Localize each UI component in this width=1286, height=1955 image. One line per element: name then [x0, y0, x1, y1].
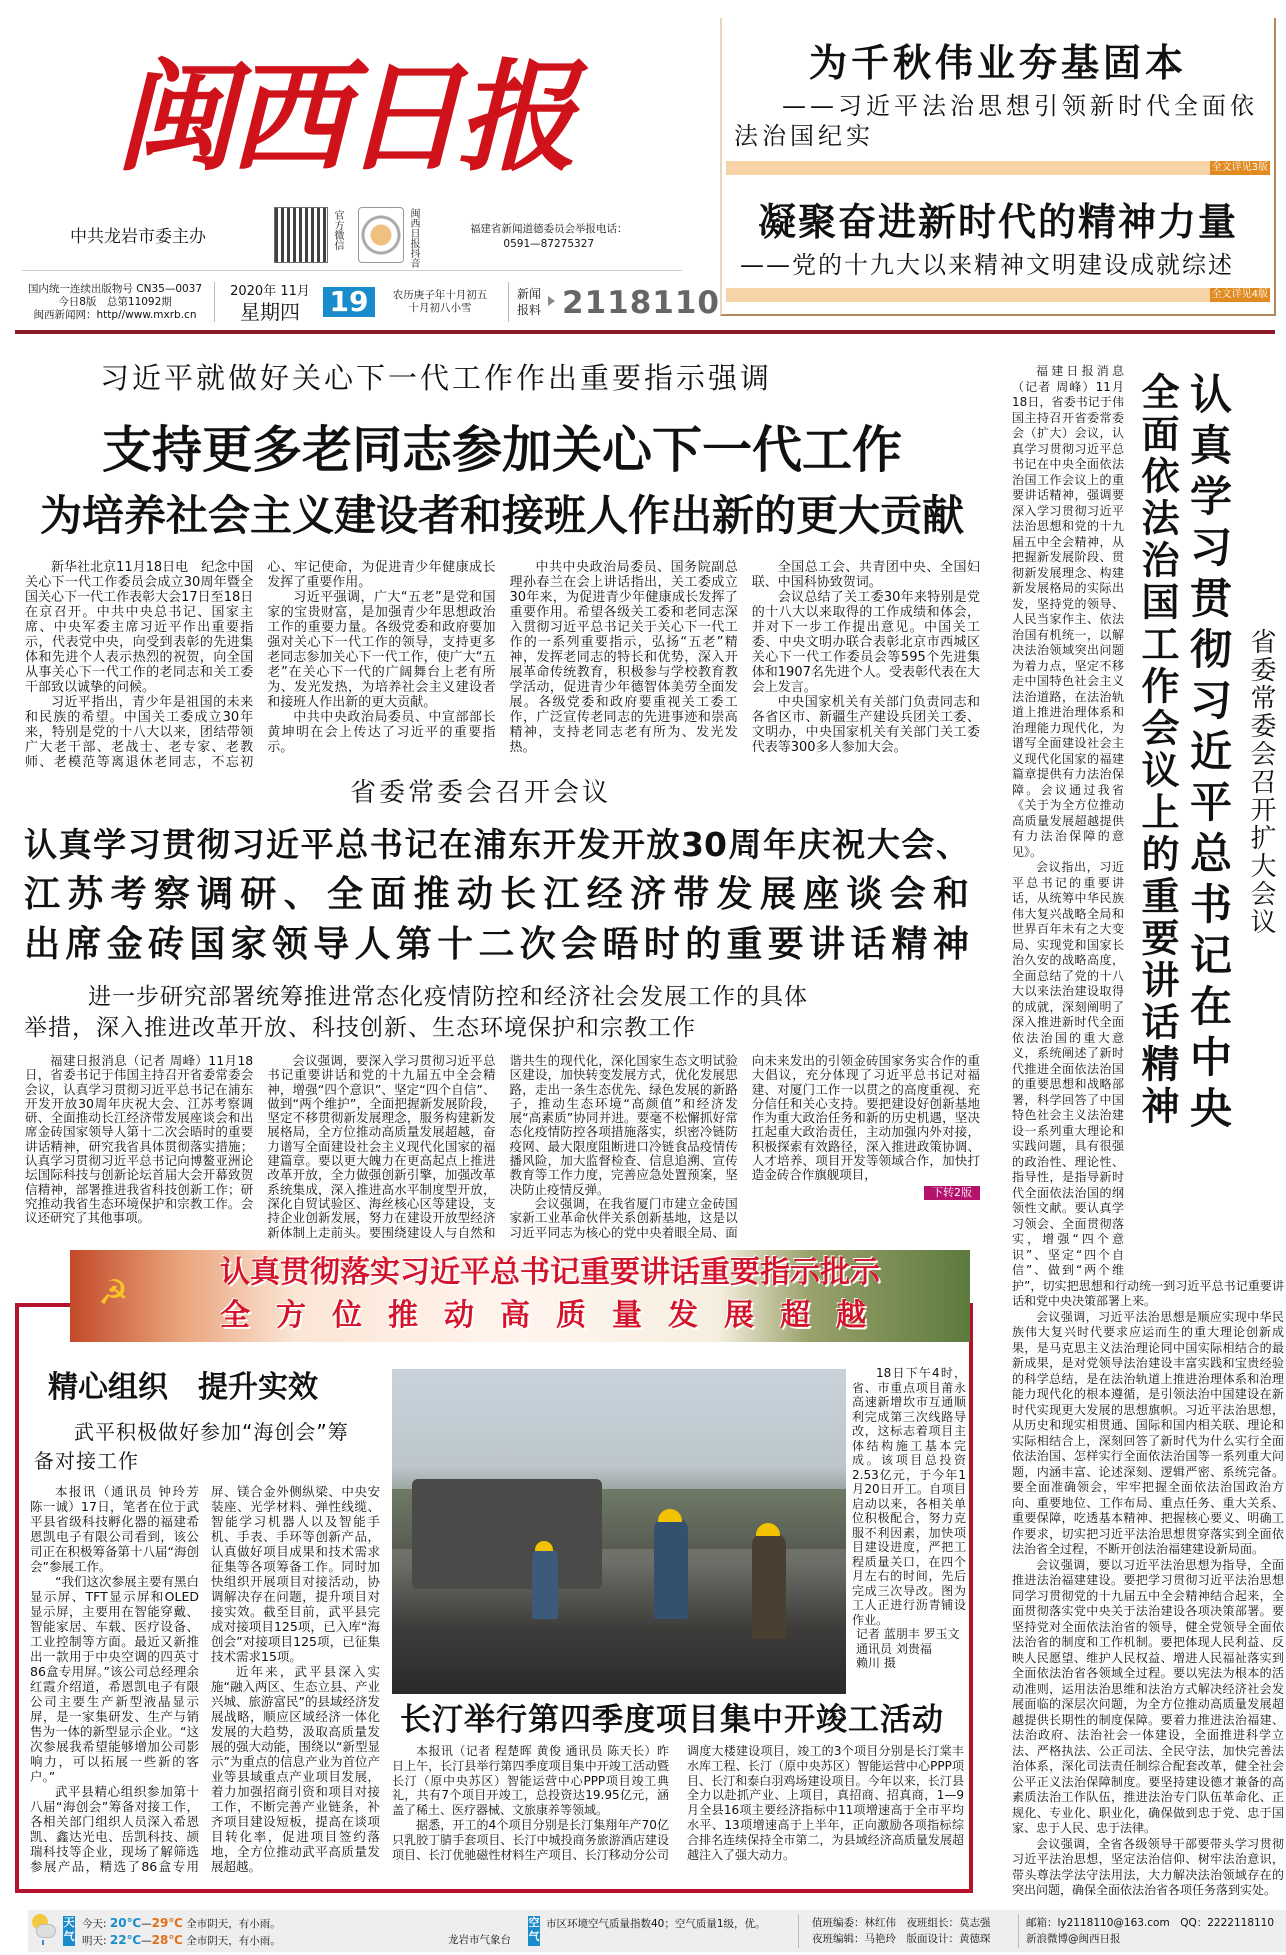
- contact: [1026, 1915, 1274, 1947]
- day-number: 19: [323, 287, 375, 317]
- headline-line: 出席金砖国家领导人第十二次会晤时的重要讲话精神: [24, 924, 969, 965]
- arrow-icon: [548, 296, 555, 306]
- feature-ref-bar: [726, 161, 1270, 175]
- wuping-subheadline: 武平积极做好参加“海创会”筹备对接工作: [34, 1420, 349, 1473]
- tomorrow-high: 28℃: [151, 1933, 183, 1947]
- lead-headline-2[interactable]: 为培养社会主义建设者和接班人作出新的更大贡献: [39, 491, 964, 540]
- page-count: 今日8版 总第11092期: [58, 296, 172, 308]
- lead-headline-1[interactable]: 支持更多老同志参加关心下一代工作: [102, 421, 902, 479]
- photo-caption: [852, 1366, 966, 1671]
- email-link[interactable]: 邮箱：ly2118110@163.com: [1026, 1917, 1170, 1929]
- divider: [508, 282, 509, 322]
- changting-headline[interactable]: 长汀举行第四季度项目集中开竣工活动: [400, 1702, 944, 1738]
- photo-credit: 记者 蓝朋丰 罗玉文: [856, 1627, 960, 1641]
- paragraph: 中央国家机关有关部门负责同志和各省区市、新疆生产建设兵团关工委、文明办，中央国家机关有关部门关工委代表等300多人参加大会。: [751, 695, 980, 755]
- feature-subtitle-2: ——党的十九大以来精神文明建设成就综述: [740, 251, 1234, 279]
- feature-ref-1[interactable]: 全文详见3版: [1211, 162, 1268, 173]
- weather-tag: 天气: [63, 1916, 75, 1946]
- feature-subtitle-1: ——习近平法治思想引领新时代全面依法治国纪实: [734, 92, 1258, 150]
- paragraph: 会议总结了关工委30年来特别是党的十八大以来取得的工作成绩和体会，并对下一步工作提出意见。中国关工委、中央文明办联合表彰北京市西城区关心下一代工作委员会等595个先进集体和1907名先进个人。受表彰代表在大会上发言。: [751, 590, 980, 695]
- today-low: 20℃: [109, 1916, 142, 1930]
- divider: [22, 270, 682, 271]
- feature-title-2[interactable]: 凝聚奋进新时代的精神力量: [757, 200, 1238, 244]
- solar-term: 十月初八小雪: [408, 302, 472, 314]
- today-label: 今天:: [82, 1918, 107, 1930]
- second-subtitle: [24, 982, 969, 1044]
- paragraph: 中共中央政治局委员、中宣部部长黄坤明在会上传达了习近平的重要指示。: [267, 710, 496, 755]
- paragraph: 会议强调，习近平法治思想是顺应实现中华民族伟大复兴时代要求应运而生的重大理论创新成果，是马克思主义法治理论同中国实际相结合的最新成果，是对党领导法治建设丰富实践和宝贵经验的科学总结，是在法治轨道上推进治理体系和治理能力现代化的根本遵循，是引领法治中国建设在新时代实现更大发展的思想旗帜。习近平法治思想，从历史和现实相贯通、国际和国内相关联、理论和实际相结合上，深刻回答了新时代为什么实行全面依法治国、怎样实行全面依法治国等一系列重大问题，内涵丰富、论述深刻、逻辑严密、系统完备。要全面准确领会，牢牢把握全面依法治国政治方向、重要地位、工作布局、重点任务、重大关系、重要保障，吃透基本精神、把握核心要义、明确工作要求，切实把习近平法治思想贯穿落实到全面依法治省全过程，不断开创法治福建建设新局面。: [1012, 1309, 1284, 1556]
- lead-kicker: 习近平就做好关心下一代工作作出重要指示强调: [100, 361, 773, 395]
- tomorrow-low: 22℃: [109, 1933, 142, 1947]
- second-kicker: 省委常委会召开会议: [350, 778, 612, 808]
- editor: 版面设计：黄德琛: [906, 1933, 991, 1945]
- paragraph: 习近平强调，广大“五老”是党和国家的宝贵财富，是加强青少年思想政治工作的重要力量。各级党委和政府要加强对关心下一代工作的领导，支持更多老同志参加关心下一代工作，使广大“五老”在关心下一代的广阔舞台上老有所为、发光发热，为培养社会主义建设者和接班人作出新的更大贡献。: [267, 590, 496, 710]
- air-quality: 市区环境空气质量指数40；空气质量1级，优。: [546, 1918, 766, 1930]
- website-link[interactable]: 闽西新闻网：http//www.mxrb.cn: [33, 309, 197, 321]
- headline-line: 认真学习贯彻习近平总书记在浦东开发开放30周年庆祝大会、: [24, 825, 969, 864]
- paragraph: 会议强调，全省各级领导干部要带头学习贯彻习近平法治思想，坚定法治信仰、树牢法治意识，带头尊法学法守法用法，大力解决法治领域存在的突出问题，确保全面依法治省各项任务落到实处。: [1012, 1836, 1284, 1897]
- feature-title-1[interactable]: 为千秋伟业夯基固本: [808, 41, 1187, 85]
- worker: [654, 1519, 688, 1619]
- footer-bar: [28, 1910, 1286, 1952]
- caption-text: 18日下午4时，省、市重点项目莆永高速新增坎市互通顺利完成第三次线路导改，这标志着项目主体结构施工基本完成。该项目总投资2.53亿元，于今年1月20日开工。自项目启动以来，各相关单位积极配合，努力克服不利因素，加快项目建设进度，严把工程质量关口，在四个月左右的时间，先后完成三次导改。图为工人正进行沥青铺设作业。: [852, 1366, 966, 1627]
- paragraph: 会议强调，要深入学习贯彻习近平总书记重要讲话和党的十九届五中全会精神，增强“四个意识”、坚定“四个自信”、做到“两个维护”，全面把握新发展阶段，坚定不移贯彻新发展理念，服务构建新发展格局，全方位推动高质量发展超越，奋力谱写全面建设社会主义现代化国家的福建篇章。要以更大魄力在更高起点上推进改革开放，全力做强创新引擎，加强改革系统集成，深入推进高水平制度型开放，深化自贸试验区、海丝核心区等建设，支持企业创新发展，努力在建设开放型经济新体制上走前头。要围绕建设人与自然和谐共生的现代化，深化国家生态文明试验区建设，加快转变发展方式，优化发展思路，走出一条生态优先、绿色发展的新路子，推动生态环境“高颜值”和经济发展“高素质”协同并进。要毫不松懈抓好常态化疫情防控各项措施落实，织密冷链防疫网、最大限度阻断进口冷链食品疫情传播风险，加大监督检查、信息追溯、宣传教育等工作力度，完善应急处置预案，坚决防止疫情反弹。: [267, 1053, 738, 1240]
- photo-credit: 赖川 摄: [856, 1656, 896, 1670]
- paragraph: 福建日报消息（记者 周峰）11月18日，省委书记于伟国主持召开省委常委会（扩大）会议，认真学习贯彻习近平总书记在中央全面依法治国工作会议上的重要讲话精神，强调要深入学习贯彻习近平法治思想和党的十九届五中全会精神，从把握新发展阶段、贯彻新发展理念、构建新发展格局的实际出发，坚持党的领导、人民当家作主、依法治国有机统一，以解决法治领域突出问题为着力点，坚定不移走中国特色社会主义法治道路，在法治轨道上推进治理体系和治理能力现代化，为谱写全面建设社会主义现代化国家的福建篇章提供有力法治保障。会议通过我省《关于为全方位推动高质量发展超越提供有力法治保障的意见》。: [1012, 364, 1124, 859]
- right-headline-col1[interactable]: 认真学习贯彻习近平总书记在中央: [1184, 372, 1233, 1137]
- paragraph: 本报讯（通讯员 钟玲芳 陈一诚）17日，笔者在位于武平县省级科技孵化器的福建希恩凯电子有限公司看到，该公司正在积极筹备第十八届“海创会”参展工作。: [30, 1484, 199, 1574]
- right-headline-col2[interactable]: 全面依法治国工作会议上的重要讲话精神: [1135, 372, 1179, 1128]
- editor: 夜班编辑：马艳玲: [812, 1933, 896, 1945]
- paragraph: “我们这次参展主要有黑白显示屏、TFT显示屏和OLED显示屏，主要用在智能穿戴、智能家居、车载、医疗设备、工业控制等方面。最近又新推出一款用于中央空调的四英寸86盒专用屏。”该公司总经理余红霞介绍道，希恩凯电子有限公司主要生产新型液晶显示屏，是一家集研发、生产与销售为一体的新型显示企业。“这次参展我希望能够增加公司影响力，可以拓展一些新的客户。”: [30, 1574, 199, 1784]
- continued-wrap: [752, 1185, 980, 1200]
- right-subtitle: 省委常委会召开扩大会议: [1246, 628, 1276, 936]
- weather-forecast: 今天: 20℃—29℃ 全市阴天，有小雨。 明天: 22℃—28℃ 全市阴天，有小雨。: [82, 1916, 281, 1947]
- today-high: 29℃: [151, 1916, 183, 1930]
- hotline-label: 福建省新闻道德委员会举报电话：: [470, 223, 628, 235]
- editors: [812, 1915, 991, 1947]
- news-tip-label: 新闻报料: [516, 287, 541, 317]
- paragraph: 武平县精心组织参加第十八届“海创会”筹备对接工作，各相关部门组织人员深入希恩凯、鑫达光电、岳凯科技、颉瑞科技等企业，现场了解筛选参展产品，精选了86盒专用屏、镁合金外侧纵梁、中央安装座、光学材料、弹性线缆、智能学习机器人以及智能手机、手表、手环等创新产品，认真做好项目成果和技术需求征集等各项筹备工作。同时加快组织开展项目对接活动，协调解决存在问题，提升项目对接实效。截至目前，武平县完成对接项目125项，已入库“海创会”对接项目125项，已征集技术需求15项。: [30, 1484, 380, 1874]
- second-body: [25, 1054, 980, 1240]
- qq: QQ：2222118110: [1180, 1917, 1275, 1929]
- worker: [532, 1549, 558, 1619]
- news-tip-number: 2118110: [562, 285, 720, 321]
- banner-line-1: 认真贯彻落实习近平总书记重要讲话重要指示批示: [220, 1255, 880, 1290]
- douyin-qr-code[interactable]: [358, 207, 404, 263]
- paragraph: 据悉，开工的4个项目分别是长汀集翔年产70亿只乳胶丁腈手套项目、长汀中城投商务旅游酒店建设项目、长汀优驰磁性材料生产项目、长汀移动分公司调度大楼建设项目，竣工的3个项目分别是长汀棠丰水库工程、长汀（原中央苏区）智能运营中心PPP项目、长汀和泰白羽鸡场建设项目。今年以来，长汀县全力以赴抓产业、上项目，真招商、招真商，1—9月全县16项主要经济指标中11项增速高于全市平均水平、13项增速高于上半年，正向激励各项指标综合排名连续保持全市第二，为县域经济高质量发展超越注入了强大动力。: [392, 1744, 964, 1862]
- tomorrow-desc: 全市阴天，有小雨。: [186, 1935, 281, 1947]
- special-section-banner: [70, 1250, 970, 1342]
- divider: [798, 1914, 799, 1948]
- today-desc: 全市阴天，有小雨。: [186, 1918, 281, 1930]
- paragraph: 全国总工会、共青团中央、全国妇联、中国科协致贺词。: [751, 560, 980, 590]
- sponsor: 中共龙岩市委主办: [70, 227, 206, 247]
- feature-ref-2[interactable]: 全文详见4版: [1211, 289, 1268, 300]
- continued-link[interactable]: 下转2版: [924, 1186, 980, 1200]
- paragraph: 福建日报消息（记者 周峰）11月18日，省委书记于伟国主持召开省委常委会会议，认真学习贯彻习近平总书记在浦东开发开放30周年庆祝大会、江苏考察调研、全面推动长江经济带发展座谈会和出席金砖国家领导人第十二次会晤时的重要讲话精神，研究我省具体贯彻落实措施；认真学习贯彻习近平总书记向博鳌亚洲论坛国际科技与创新论坛首届大会开幕致贺信精神，部署推进我省科技创新工作；研究推动我省生态环境保护和宗教工作。会议还研究了其他事项。: [25, 1053, 254, 1226]
- weibo-link[interactable]: 新浪微博@闽西日报: [1026, 1933, 1121, 1945]
- paragraph: 本报讯（记者 程楚晖 黄俊 通讯员 陈天长）昨日上午，长汀县举行第四季度项目集中开竣工活动暨长汀（原中央苏区）智能运营中心PPP项目竣工典礼，共有7个项目开竣工，总投资达19.95亿元，涵盖了稀土、医疗器械、文旅康养等领域。: [392, 1744, 669, 1818]
- paragraph: 中共中央政治局委员、国务院副总理孙春兰在会上讲话指出，关工委成立30年来，为促进青少年健康成长发挥了重要作用。希望各级关工委和老同志深入贯彻习近平总书记关于关心下一代工作的一系列重要指示，弘扬“五老”精神，发挥老同志的特长和优势，深入开展革命传统教育，积极参与学校教育教学活动，促进青少年德智体美劳全面发展。各级党委和政府要重视关工委工作，广泛宣传老同志的先进事迹和崇高精神，支持老同志老有所为、发光发热。: [509, 560, 738, 755]
- paving-machine: [412, 1479, 602, 1589]
- banner-line-2: 全方位推动高质量发展超越: [220, 1298, 892, 1333]
- issn: 国内统一连续出版物号 CN35—0037: [27, 283, 203, 295]
- top-feature-box: [720, 18, 1276, 316]
- editor: 值班编委：林红伟: [812, 1917, 896, 1929]
- qr1-label: 官方微信: [332, 210, 343, 250]
- date: [222, 283, 318, 323]
- worker: [752, 1534, 786, 1639]
- second-headline[interactable]: [24, 820, 969, 970]
- ethics-hotline: [470, 222, 628, 252]
- weather-cloud-rain-icon: [30, 1914, 56, 1946]
- subtitle-line: 进一步研究部署统筹推进常态化疫情防控和经济社会发展工作的具体: [88, 984, 808, 1010]
- paragraph: 近年来，武平县深入实施“融入两区、生态立县、产业兴城、旅游富民”的县域经济发展战略，顺应区域经济一体化发展的大趋势，汲取高质量发展的强大动能，围绕以“新型显示”为重点的信息产业为首位产业等县域重点产业项目发展，着力加强招商引资和项目对接工作，不断完善产业链条，补齐项目建设短板，提高在谈项目转化率，促进项目签约落地，全方位推动武平高质量发展超越。: [211, 1664, 380, 1874]
- paragraph-part: “四个自信”、做到“两个维护”，切实把思想和行动统一到习近平总书记重要讲话和党中央决策部署上来。: [1012, 1247, 1284, 1308]
- paragraph: 新华社北京11月18日电 纪念中国关心下一代工作委员会成立30周年暨全国关心下一代工作表彰大会17日至18日在京召开。中共中央总书记、国家主席、中央军委主席习近平作出重要指示，代表党中央，向受到表彰的先进集体和先进个人表示热烈的祝贺，向全国从事关心下一代工作的老同志和关工委干部致以诚挚的问候。: [25, 560, 254, 695]
- paragraph-part: 会议指出，习近平总书记的重要讲话，从统筹中华民族伟大复兴战略全局和世界百年未有之大变局、实现党和国家长治久安的战略高度，全面总结了党的十八大以来法治建设取得的成就，深刻阐明了深入推进新时代全面依法治国的重大意义，系统阐述了新时代推进全面依法治国的重要思想和战略部署，科学回答了中国特色社会主义法治建设一系列重大理论和实践问题，具有很强的政治性、理论性、指导性，是指导新时代全面依法治国的纲领性文献。要认真学习领会、全面贯彻落实，增强“四个意识”、坚定: [1012, 860, 1124, 1262]
- newspaper-logo: 闽西日报: [115, 47, 571, 188]
- lunar: 农历庚子年十月初五: [392, 289, 488, 301]
- changting-body: [392, 1744, 964, 1862]
- road-construction-photo: [392, 1369, 846, 1694]
- hotline-number: 0591—87275327: [503, 238, 595, 250]
- lead-body: [25, 560, 980, 770]
- paragraph: 习近平指出，青少年是祖国的未来和民族的希望。中国关工委成立30年来，特别是党的十八大以来，团结带领广大老干部、老战士、老专家、老教师、老模范等离退休老同志，不忘初心、牢记使命，为促进青少年健康成长发挥了重要作用。: [25, 560, 496, 770]
- party-emblem-icon: ☭: [98, 1273, 129, 1313]
- weekday: 星期四: [240, 300, 300, 324]
- weather-source: 龙岩市气象台: [448, 1934, 511, 1946]
- photo-credit: 通讯员 刘贵福: [856, 1641, 932, 1656]
- year-month: 2020年 11月: [230, 284, 310, 299]
- tomorrow-label: 明天:: [82, 1935, 107, 1947]
- paragraph: 会议强调，在我省厦门市建立金砖国家新工业革命伙伴关系创新基地，这是以习近平同志为核心的党中央着眼全局、面向未来发出的引领金砖国家务实合作的重大倡议，充分体现了习近平总书记对福建、对厦门工作一以贯之的高度重视、充分信任和关心支持。要把建设好创新基地作为重大政治任务和新的历史机遇，坚决扛起重大政治责任，主动加强内外对接，积极探索有效路径，深入推进政策协调、人才培养、项目开发等领域合作，加快打造金砖合作旗舰项目，: [509, 1053, 980, 1240]
- feature-ref-bar: [726, 288, 1270, 302]
- air-tag: 空气: [528, 1916, 540, 1946]
- subtitle-line: 举措，深入推进改革开放、科技创新、生态环境保护和宗教工作: [24, 1015, 696, 1041]
- lunar-date: [380, 289, 500, 315]
- headline-line: 江苏考察调研、全面推动长江经济带发展座谈会和: [24, 874, 969, 915]
- publication-info: [18, 283, 212, 322]
- wuping-headline[interactable]: 精心组织 提升实效: [48, 1370, 318, 1405]
- wechat-qr-code[interactable]: [274, 207, 328, 263]
- wuping-body: [30, 1484, 380, 1874]
- editor: 夜班组长：莫志强: [906, 1917, 991, 1929]
- divider: [1018, 1914, 1019, 1948]
- masthead-rule: [15, 330, 1275, 334]
- divider: [214, 282, 215, 322]
- qr2-label: 闽西日报抖音: [408, 208, 419, 268]
- paragraph: 会议强调，要以习近平法治思想为指导，全面推进法治福建建设。要把学习贯彻习近平法治思想同学习贯彻党的十九届五中全会精神结合起来，全面贯彻落实党中央关于法治建设各项决策部署。要坚持党对全面依法治省的领导，健全党领导全面依法治省的制度和工作机制。要把体现人民利益、反映人民愿望、维护人民权益、增进人民福祉落实到全面依法治省各领域全过程。要以宪法为根本的活动准则，运用法治思维和法治方式解决经济社会发展面临的深层次问题，为全方位推动高质量发展超越提供长期性的制度保障。要着力推进法治福建、法治政府、法治社会一体建设，全面推进科学立法、严格执法、公正司法、全民守法，加快完善法治体系，深化司法责任制综合配套改革，健全社会公平正义法治保障制度。要坚持建设德才兼备的高素质法治工作队伍，推进法治专门队伍革命化、正规化、专业化、职业化，确保做到忠于党、忠于国家、忠于人民、忠于法律。: [1012, 1557, 1284, 1835]
